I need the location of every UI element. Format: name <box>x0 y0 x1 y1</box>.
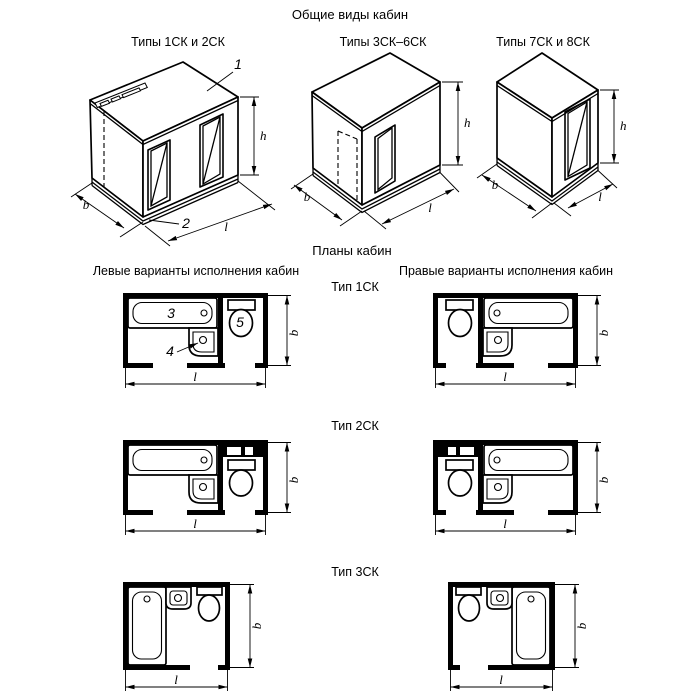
dim-label-l: l <box>224 219 228 234</box>
length-dimension <box>126 368 266 388</box>
callout-4-label: 4 <box>166 343 174 359</box>
plan-type-3sk-right <box>448 582 593 697</box>
plan-type-2sk-right <box>433 440 613 540</box>
length-dimension <box>126 670 228 691</box>
bathtub <box>128 445 217 475</box>
callout-3-label: 3 <box>167 305 175 321</box>
washbasin <box>166 587 191 609</box>
dim-label-h: h <box>620 118 627 133</box>
mirrored-interior <box>433 293 578 368</box>
callout-2-label: 2 <box>182 215 190 231</box>
dim-label-b: b <box>574 622 589 630</box>
title-plans: Планы кабин <box>312 243 392 258</box>
toilet <box>446 460 473 496</box>
iso-view-types-3sk-6sk <box>280 50 480 240</box>
dim-label-b: b <box>286 476 301 484</box>
height-dimension <box>442 82 471 165</box>
depth-dimension <box>268 443 301 513</box>
dim-label-b: b <box>82 197 90 212</box>
dim-label-l: l <box>174 672 178 687</box>
washbasin <box>483 475 512 503</box>
dim-label-l: l <box>193 516 197 531</box>
plan-type-3sk-left <box>123 582 268 697</box>
title-type-2sk: Тип 2СК <box>331 419 379 433</box>
dim-label-h: h <box>260 128 267 143</box>
washbasin <box>487 587 512 609</box>
length-dimension <box>436 515 576 535</box>
toilet <box>228 460 255 496</box>
dim-label-b: b <box>249 622 264 630</box>
plan-type-2sk-left <box>123 440 303 540</box>
plan-type-1sk-left <box>123 293 303 393</box>
dim-label-l: l <box>598 189 602 204</box>
dim-label-l: l <box>503 369 507 384</box>
depth-dimension <box>578 443 611 513</box>
depth-dimension <box>268 296 301 366</box>
callout-5-label: 5 <box>236 314 244 330</box>
mirrored-interior <box>433 440 578 515</box>
length-dimension <box>126 515 266 535</box>
bathtub <box>484 298 573 328</box>
dim-label-l: l <box>499 672 503 687</box>
iso-view-types-7sk-8sk <box>470 50 660 230</box>
depth-dimension <box>578 296 611 366</box>
title-types-7sk-8sk: Типы 7СК и 8СК <box>496 35 590 49</box>
dim-label-b: b <box>303 189 311 204</box>
dim-label-b: b <box>491 177 499 192</box>
dim-label-l: l <box>503 516 507 531</box>
washbasin <box>189 328 218 356</box>
dim-label-b: b <box>286 329 301 337</box>
cabin-box <box>497 53 598 197</box>
title-types-1sk-2sk: Типы 1СК и 2СК <box>131 35 225 49</box>
length-dimension <box>451 670 553 691</box>
title-types-3sk-6sk: Типы 3СК–6СК <box>339 35 427 49</box>
iso-view-types-1sk-2sk <box>50 50 280 250</box>
toilet <box>197 587 222 621</box>
length-dimension <box>436 368 576 388</box>
title-left-variants: Левые варианты исполнения кабин <box>92 264 300 278</box>
plan-type-1sk-right <box>433 293 613 393</box>
dim-label-b: b <box>596 476 611 484</box>
dim-label-l: l <box>193 369 197 384</box>
title-type-3sk: Тип 3СК <box>331 565 379 579</box>
dim-label-l: l <box>428 200 432 215</box>
washbasin <box>483 328 512 356</box>
mirrored-interior <box>448 582 555 670</box>
depth-dimension <box>230 585 264 668</box>
dim-label-b: b <box>596 329 611 337</box>
depth-dimension <box>555 585 589 668</box>
bathtub <box>512 587 550 665</box>
toilet <box>456 587 481 621</box>
callout-base <box>149 215 190 231</box>
height-dimension <box>240 97 267 175</box>
title-right-variants: Правые варианты исполнения кабин <box>398 264 614 278</box>
vent-block <box>438 445 478 457</box>
title-general-views: Общие виды кабин <box>291 7 409 22</box>
title-type-1sk: Тип 1СК <box>331 280 379 294</box>
height-dimension <box>600 90 627 163</box>
bathtub <box>128 587 166 665</box>
callout-1-label: 1 <box>234 56 242 72</box>
dim-label-h: h <box>464 115 471 130</box>
washbasin <box>189 475 218 503</box>
cabin-box <box>90 62 238 217</box>
vent-block <box>223 445 263 457</box>
bathtub <box>484 445 573 475</box>
toilet <box>446 300 473 337</box>
